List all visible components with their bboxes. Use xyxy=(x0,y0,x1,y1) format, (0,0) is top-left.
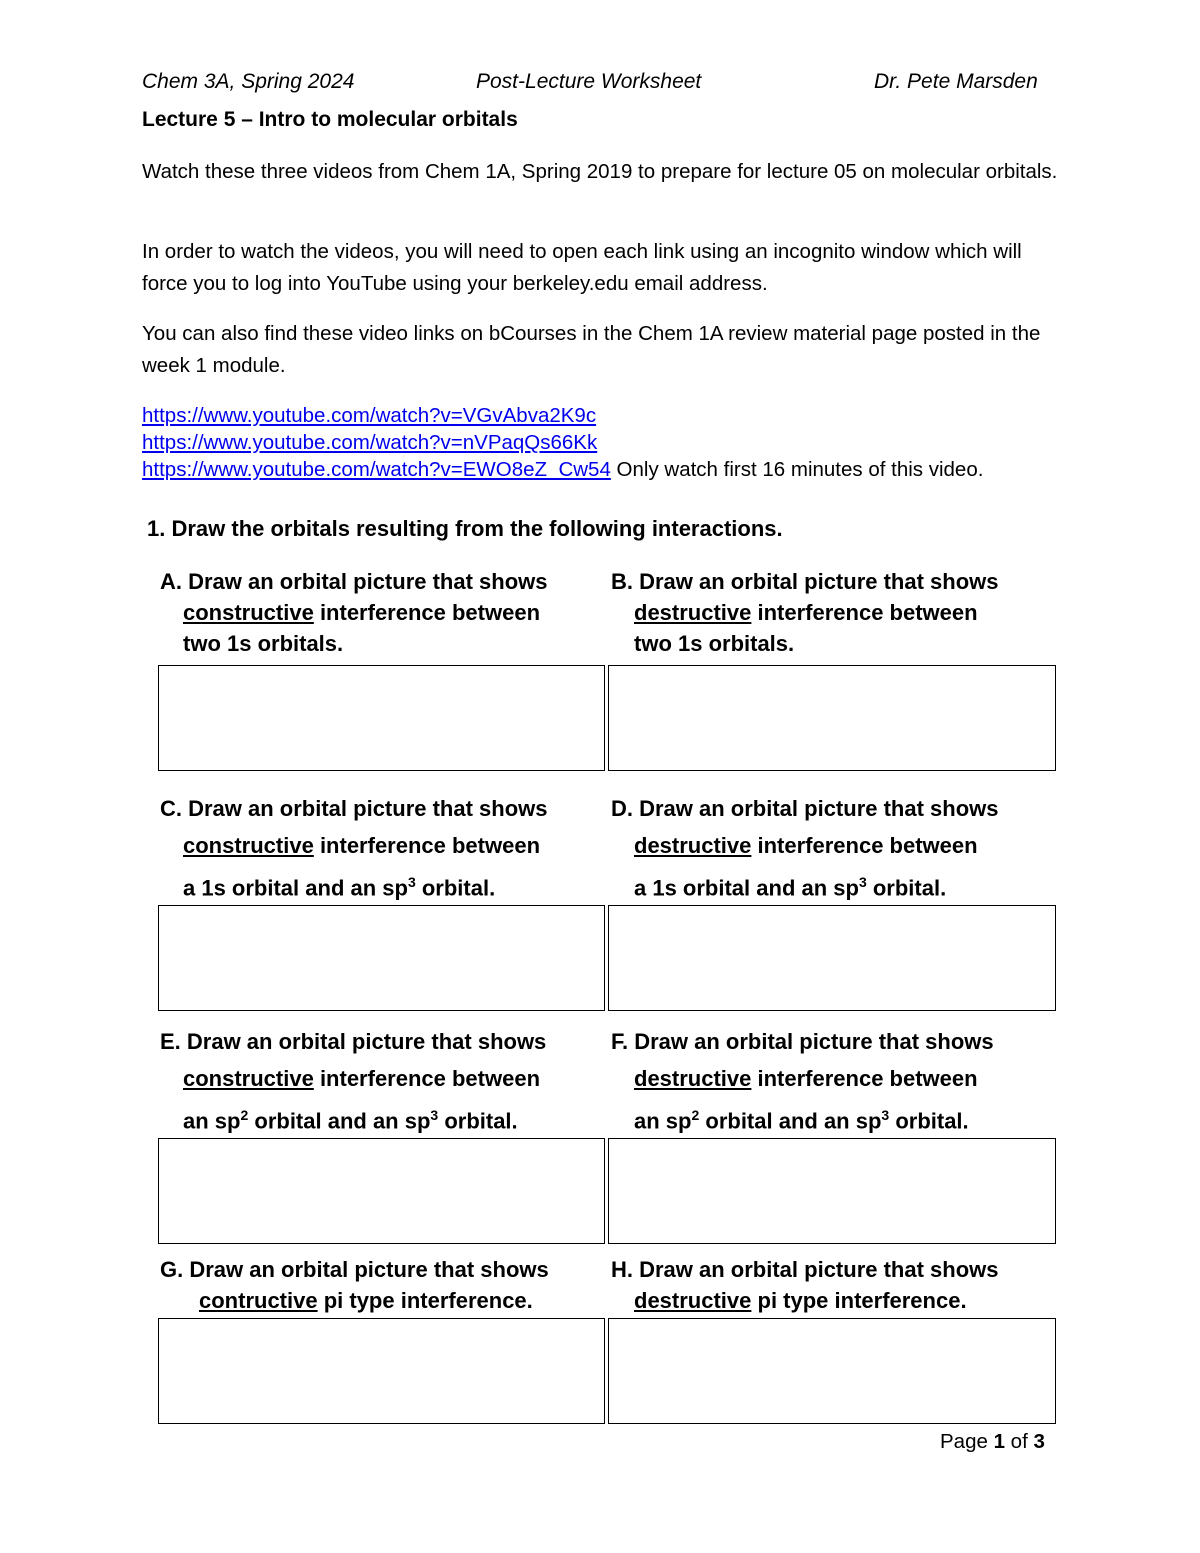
part-h-prompt xyxy=(611,1254,1061,1316)
part-f-prompt xyxy=(611,1023,1061,1139)
part-e-sup1: 2 xyxy=(240,1107,249,1123)
video-link-3-note: Only watch first 16 minutes of this video. xyxy=(610,458,984,481)
part-d-line1: D. Draw an orbital picture that shows xyxy=(611,796,999,821)
part-h-answer-box[interactable] xyxy=(608,1318,1056,1424)
part-c-line3 xyxy=(160,864,610,906)
part-d-line3 xyxy=(611,864,1061,906)
part-g-line2 xyxy=(160,1285,610,1316)
part-e-line1: E. Draw an orbital picture that shows xyxy=(160,1029,547,1054)
part-g-answer-box[interactable] xyxy=(158,1318,605,1424)
video-link-2[interactable]: https://www.youtube.com/watch?v=nVPaqQs66Kk xyxy=(142,431,598,454)
part-d-line2 xyxy=(611,827,1061,864)
part-d-line3-a: a 1s orbital and an sp xyxy=(634,875,859,901)
part-f-sup2: 3 xyxy=(881,1107,890,1123)
part-a-prompt xyxy=(160,566,610,659)
part-c-line3-a: a 1s orbital and an sp xyxy=(183,875,408,901)
part-e-sup2: 3 xyxy=(430,1107,439,1123)
part-f-line2 xyxy=(611,1060,1061,1097)
header-course: Chem 3A, Spring 2024 xyxy=(142,70,355,93)
part-c-line1: C. Draw an orbital picture that shows xyxy=(160,796,548,821)
part-h-line2 xyxy=(611,1285,1061,1316)
part-h-keyword: destructive xyxy=(634,1288,752,1313)
video-link-row-2 xyxy=(142,429,1062,456)
part-d-tail: interference between xyxy=(751,833,978,858)
part-b-tail: interference between xyxy=(751,600,978,625)
part-e-keyword: constructive xyxy=(183,1066,314,1091)
page-current: 1 xyxy=(993,1430,1005,1453)
part-a-tail: interference between xyxy=(313,600,541,625)
part-f-answer-box[interactable] xyxy=(608,1138,1056,1244)
part-b-answer-box[interactable] xyxy=(608,665,1056,771)
intro-paragraph: Watch these three videos from Chem 1A, Spring 2019 to prepare for lecture 05 on molecular orbitals. xyxy=(142,160,1058,183)
lecture-title: Lecture 5 – Intro to molecular orbitals xyxy=(142,108,518,131)
part-g-keyword: contructive xyxy=(199,1288,318,1313)
part-b-prompt xyxy=(611,566,1061,659)
video-link-row-3 xyxy=(142,456,1062,483)
header-instructor: Dr. Pete Marsden xyxy=(874,70,1038,93)
part-d-line3-b: orbital. xyxy=(866,875,947,901)
page-total: 3 xyxy=(1033,1430,1045,1453)
part-f-tail: interference between xyxy=(751,1066,978,1091)
part-a-line2 xyxy=(160,597,610,628)
part-d-answer-box[interactable] xyxy=(608,905,1056,1011)
part-e-line2 xyxy=(160,1060,610,1097)
instructions-paragraph: In order to watch the videos, you will need to open each link using an incognito window which will force you to log into YouTube using your berkeley.edu email address. xyxy=(142,240,1022,295)
part-e-answer-box[interactable] xyxy=(158,1138,605,1244)
part-d-keyword: destructive xyxy=(634,833,752,858)
part-g-prompt xyxy=(160,1254,610,1316)
question-1: 1. Draw the orbitals resulting from the following interactions. xyxy=(147,516,783,541)
part-f-line1: F. Draw an orbital picture that shows xyxy=(611,1029,994,1054)
header-doc-type: Post-Lecture Worksheet xyxy=(476,70,702,93)
page-word: Page xyxy=(940,1430,994,1453)
part-a-line1: A. Draw an orbital picture that shows xyxy=(160,569,548,594)
part-e-line3 xyxy=(160,1097,610,1139)
part-e-line3-b: orbital and an sp xyxy=(248,1108,431,1134)
part-b-keyword: destructive xyxy=(634,600,752,625)
part-f-keyword: destructive xyxy=(634,1066,752,1091)
part-b-line3: two 1s orbitals. xyxy=(634,631,795,656)
page-of-word: of xyxy=(1004,1430,1034,1453)
part-e-tail: interference between xyxy=(313,1066,541,1091)
part-e-line3-c: orbital. xyxy=(438,1108,518,1134)
part-c-keyword: constructive xyxy=(183,833,314,858)
part-c-line2 xyxy=(160,827,610,864)
part-c-answer-box[interactable] xyxy=(158,905,605,1011)
part-c-line3-b: orbital. xyxy=(415,875,496,901)
part-f-line3-c: orbital. xyxy=(889,1108,969,1134)
part-f-line3 xyxy=(611,1097,1061,1139)
part-h-line1: H. Draw an orbital picture that shows xyxy=(611,1257,999,1282)
page-number xyxy=(940,1430,1045,1454)
part-a-answer-box[interactable] xyxy=(158,665,605,771)
part-a-keyword: constructive xyxy=(183,600,314,625)
part-e-line3-a: an sp xyxy=(183,1108,241,1134)
part-d-prompt xyxy=(611,790,1061,906)
part-g-tail: pi type interference. xyxy=(317,1288,533,1313)
part-c-prompt xyxy=(160,790,610,906)
part-h-tail: pi type interference. xyxy=(751,1288,967,1313)
part-d-sup: 3 xyxy=(858,874,867,890)
video-links xyxy=(142,402,1062,483)
video-link-1[interactable]: https://www.youtube.com/watch?v=VGvAbva2K9c xyxy=(142,404,597,427)
part-e-prompt xyxy=(160,1023,610,1139)
video-link-row-1 xyxy=(142,402,1062,429)
part-f-line3-a: an sp xyxy=(634,1108,692,1134)
part-a-line3: two 1s orbitals. xyxy=(183,631,344,656)
bcourses-paragraph: You can also find these video links on bCourses in the Chem 1A review material page posted in the week 1 module. xyxy=(142,322,1041,377)
part-c-sup: 3 xyxy=(407,874,416,890)
part-g-line1: G. Draw an orbital picture that shows xyxy=(160,1257,549,1282)
part-f-line3-b: orbital and an sp xyxy=(699,1108,882,1134)
part-c-tail: interference between xyxy=(313,833,541,858)
video-link-3[interactable]: https://www.youtube.com/watch?v=EWO8eZ_Cw54 xyxy=(142,458,611,481)
part-b-line2 xyxy=(611,597,1061,628)
part-b-line1: B. Draw an orbital picture that shows xyxy=(611,569,999,594)
part-f-sup1: 2 xyxy=(691,1107,700,1123)
